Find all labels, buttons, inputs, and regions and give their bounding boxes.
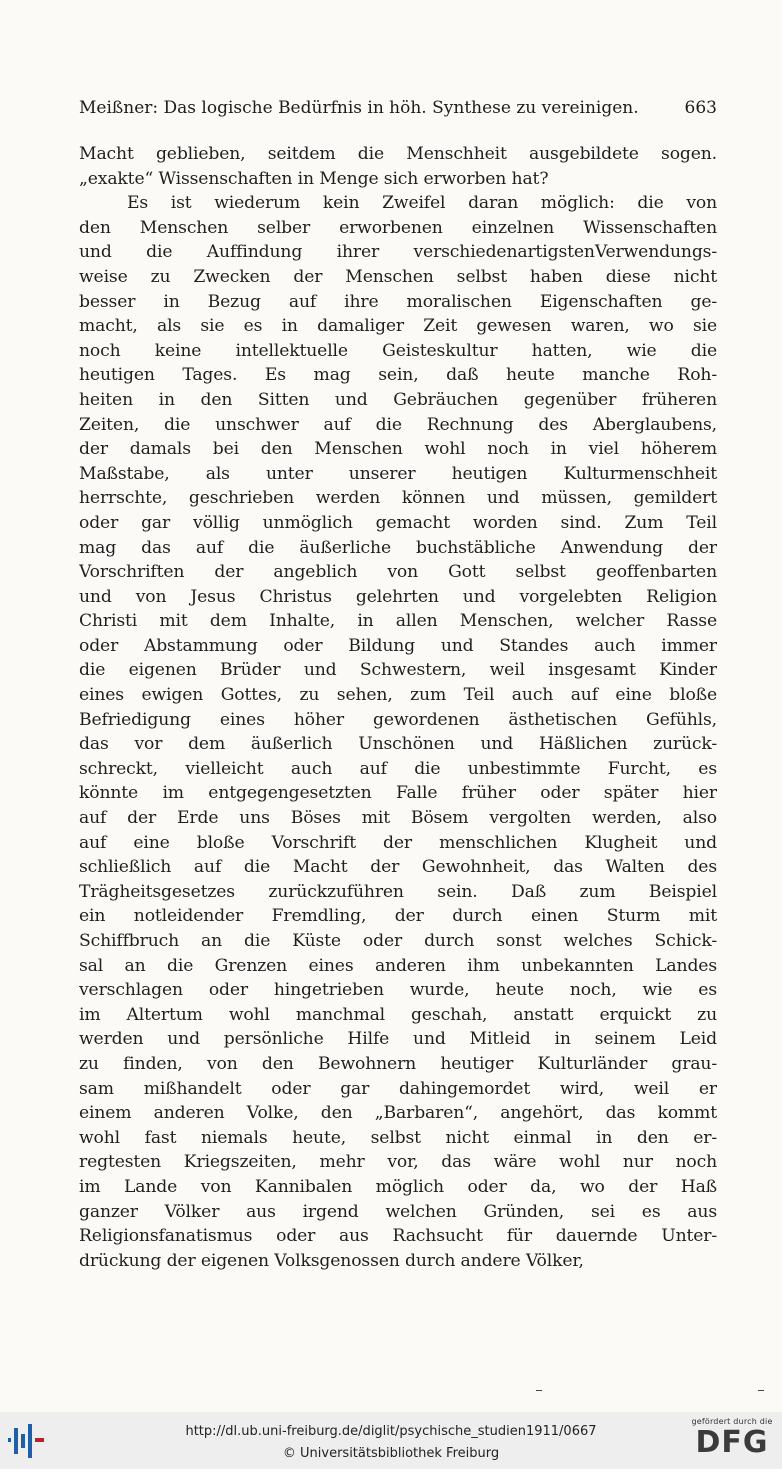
- text-line: macht, als sie es in damaliger Zeit gewesen waren, wo sie: [79, 316, 717, 337]
- text-line: regtesten Kriegszeiten, mehr vor, das wäre wohl nur noch: [79, 1152, 717, 1173]
- text-line: im Lande von Kannibalen möglich oder da, wo der Haß: [79, 1176, 717, 1197]
- text-line: Religionsfanatismus oder aus Rachsucht für dauernde Unter-: [79, 1226, 717, 1247]
- dfg-logo: DFG: [695, 1425, 769, 1460]
- text-line: Macht geblieben, seitdem die Menschheit ausgebildete sogen.: [79, 144, 717, 164]
- page-mark: [758, 1390, 764, 1391]
- text-line: ganzer Völker aus irgend welchen Gründen, sei es aus: [79, 1201, 717, 1222]
- text-line: Zeiten, die unschwer auf die Rechnung des Aberglaubens,: [79, 414, 717, 435]
- text-line: wohl fast niemals heute, selbst nicht einmal in den er-: [79, 1127, 717, 1148]
- text-line: den Menschen selber erworbenen einzelnen Wissenschaften: [79, 217, 717, 238]
- text-line: ein notleidender Fremdling, der durch einen Sturm mit: [79, 906, 717, 927]
- text-line: Maßstabe, als unter unserer heutigen Kulturmenschheit: [79, 463, 717, 484]
- text-line: Vorschriften der angeblich von Gott selbst geoffenbarten: [79, 562, 717, 583]
- text-line: und die Auffindung ihrer verschiedenartigstenVerwendungs-: [79, 242, 717, 263]
- text-line: schreckt, vielleicht auch auf die unbestimmte Furcht, es: [79, 758, 717, 779]
- text-line: drückung der eigenen Volksgenossen durch andere Völker,: [79, 1250, 584, 1271]
- text-line: heiten in den Sitten und Gebräuchen gegenüber früheren: [79, 389, 717, 410]
- text-line: „exakte“ Wissenschaften in Menge sich erworben hat?: [79, 168, 549, 189]
- text-line: im Altertum wohl manchmal geschah, anstatt erquickt zu: [79, 1004, 717, 1025]
- text-line: mag das auf die äußerliche buchstäbliche Anwendung der: [79, 537, 717, 558]
- text-line: noch keine intellektuelle Geisteskultur hatten, wie die: [79, 340, 717, 361]
- source-url-link[interactable]: http://dl.ub.uni-freiburg.de/diglit/psychische_studien1911/0667: [185, 1424, 597, 1439]
- text-line: und von Jesus Christus gelehrten und vorgelebten Religion: [79, 586, 717, 607]
- text-line: zu finden, von den Bewohnern heutiger Kulturländer grau-: [79, 1053, 717, 1074]
- text-line: weise zu Zwecken der Menschen selbst haben diese nicht: [79, 266, 717, 287]
- text-line: Christi mit dem Inhalte, in allen Menschen, welcher Rasse: [79, 611, 717, 632]
- copyright-notice: © Universitätsbibliothek Freiburg: [282, 1446, 500, 1461]
- text-line: besser in Bezug auf ihre moralischen Eigenschaften ge-: [79, 291, 717, 312]
- text-line: auf der Erde uns Böses mit Bösem vergolten werden, also: [79, 808, 717, 829]
- text-line: herrschte, geschrieben werden können und müssen, gemildert: [79, 488, 717, 509]
- text-line: sam mißhandelt oder gar dahingemordet wird, weil er: [79, 1078, 717, 1099]
- text-line: heutigen Tages. Es mag sein, daß heute manche Roh-: [79, 365, 717, 386]
- text-line: könnte im entgegengesetzten Falle früher oder später hier: [79, 783, 717, 804]
- text-line: oder Abstammung oder Bildung und Standes auch immer: [79, 635, 717, 656]
- text-line: sal an die Grenzen eines anderen ihm unbekannten Landes: [79, 955, 717, 976]
- text-line: auf eine bloße Vorschrift der menschlichen Klugheit und: [79, 832, 717, 853]
- running-head: [79, 98, 717, 118]
- body-text: [79, 142, 717, 1273]
- text-line: der damals bei den Menschen wohl noch in viel höherem: [79, 439, 717, 460]
- page-mark: [536, 1390, 542, 1391]
- text-line: die eigenen Brüder und Schwestern, weil insgesamt Kinder: [79, 660, 717, 681]
- text-line: Schiffbruch an die Küste oder durch sonst welches Schick-: [79, 931, 717, 951]
- page-number: 663: [684, 98, 717, 118]
- text-line: oder gar völlig unmöglich gemacht worden sind. Zum Teil: [79, 512, 717, 533]
- text-line: werden und persönliche Hilfe und Mitleid in seinem Leid: [79, 1029, 717, 1050]
- running-head-title: Meißner: Das logische Bedürfnis in höh. Synthese zu vereinigen.: [79, 98, 639, 118]
- dfg-funding-note: gefördert durch die: [691, 1417, 773, 1426]
- text-line: Trägheitsgesetzes zurückzuführen sein. Daß zum Beispiel: [79, 881, 717, 902]
- text-line: Es ist wiederum kein Zweifel daran möglich: die von: [127, 193, 717, 214]
- text-line: eines ewigen Gottes, zu sehen, zum Teil auch auf eine bloße: [79, 685, 717, 706]
- viewer-footer: [0, 1412, 782, 1469]
- text-line: verschlagen oder hingetrieben wurde, heute noch, wie es: [79, 980, 717, 1001]
- text-line: Befriedigung eines höher gewordenen ästhetischen Gefühls,: [79, 709, 717, 730]
- text-line: einem anderen Volke, den „Barbaren“, angehört, das kommt: [79, 1103, 717, 1124]
- dfg-funding-badge: [691, 1417, 773, 1460]
- text-line: das vor dem äußerlich Unschönen und Häßlichen zurück-: [79, 734, 717, 755]
- text-line: schließlich auf die Macht der Gewohnheit, das Walten des: [79, 857, 717, 878]
